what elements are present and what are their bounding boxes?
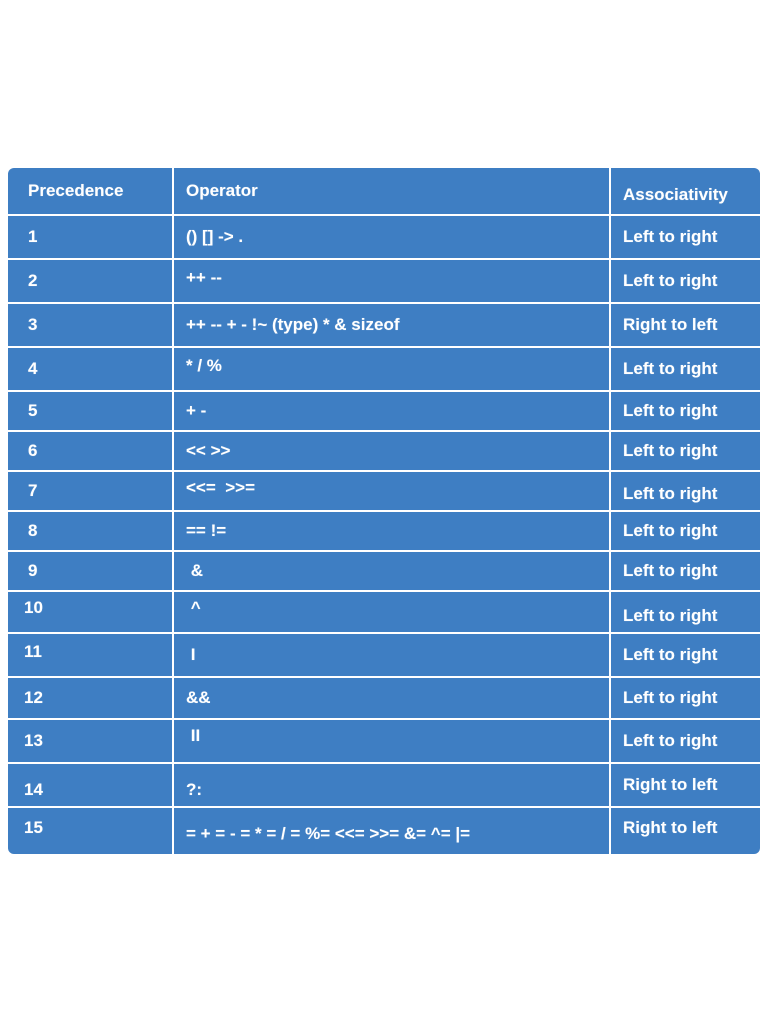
table-row xyxy=(8,678,760,718)
associativity-cell: Right to left xyxy=(611,808,760,854)
table-row xyxy=(8,304,760,346)
associativity-cell: Left to right xyxy=(611,512,760,550)
associativity-cell: Right to left xyxy=(611,304,760,346)
associativity-cell: Left to right xyxy=(611,552,760,590)
associativity-cell: Left to right xyxy=(611,260,760,302)
table-row xyxy=(8,392,760,430)
associativity-cell: Left to right xyxy=(611,432,760,470)
operator-cell: == != xyxy=(174,512,609,550)
operator-cell: + - xyxy=(174,392,609,430)
precedence-cell: 11 xyxy=(8,634,172,676)
table-row xyxy=(8,764,760,806)
operator-cell: II xyxy=(174,720,609,762)
table-row xyxy=(8,472,760,510)
header-operator: Operator xyxy=(174,168,609,214)
header-precedence: Precedence xyxy=(8,168,172,214)
precedence-cell: 1 xyxy=(8,216,172,258)
associativity-cell: Left to right xyxy=(611,592,760,632)
table-row xyxy=(8,592,760,632)
precedence-cell: 15 xyxy=(8,808,172,854)
precedence-cell: 13 xyxy=(8,720,172,762)
operator-precedence-table xyxy=(8,168,760,854)
operator-cell: << >> xyxy=(174,432,609,470)
precedence-cell: 14 xyxy=(8,764,172,806)
operator-cell: ?: xyxy=(174,764,609,806)
precedence-cell: 5 xyxy=(8,392,172,430)
associativity-cell: Left to right xyxy=(611,720,760,762)
operator-cell: ^ xyxy=(174,592,609,632)
associativity-cell: Left to right xyxy=(611,472,760,510)
precedence-cell: 6 xyxy=(8,432,172,470)
associativity-cell: Left to right xyxy=(611,216,760,258)
precedence-cell: 12 xyxy=(8,678,172,718)
precedence-cell: 9 xyxy=(8,552,172,590)
operator-cell: ++ -- + - !~ (type) * & sizeof xyxy=(174,304,609,346)
precedence-cell: 3 xyxy=(8,304,172,346)
precedence-cell: 10 xyxy=(8,592,172,632)
table-row xyxy=(8,260,760,302)
operator-cell: ++ -- xyxy=(174,260,609,302)
associativity-cell: Left to right xyxy=(611,348,760,390)
operator-cell: && xyxy=(174,678,609,718)
associativity-cell: Left to right xyxy=(611,392,760,430)
table-header-row xyxy=(8,168,760,214)
precedence-cell: 8 xyxy=(8,512,172,550)
table-row xyxy=(8,216,760,258)
table-row xyxy=(8,808,760,854)
operator-cell: I xyxy=(174,634,609,676)
operator-cell: & xyxy=(174,552,609,590)
associativity-cell: Left to right xyxy=(611,678,760,718)
operator-cell: () [] -> . xyxy=(174,216,609,258)
table-row xyxy=(8,552,760,590)
table-row xyxy=(8,720,760,762)
header-associativity: Associativity xyxy=(611,168,760,214)
associativity-cell: Right to left xyxy=(611,764,760,806)
precedence-cell: 2 xyxy=(8,260,172,302)
operator-cell: = + = - = * = / = %= <<= >>= &= ^= |= xyxy=(174,808,609,854)
precedence-cell: 4 xyxy=(8,348,172,390)
operator-cell: * / % xyxy=(174,348,609,390)
table-row xyxy=(8,348,760,390)
operator-cell: <<= >>= xyxy=(174,472,609,510)
precedence-cell: 7 xyxy=(8,472,172,510)
table-row xyxy=(8,432,760,470)
table-row xyxy=(8,634,760,676)
associativity-cell: Left to right xyxy=(611,634,760,676)
table-row xyxy=(8,512,760,550)
